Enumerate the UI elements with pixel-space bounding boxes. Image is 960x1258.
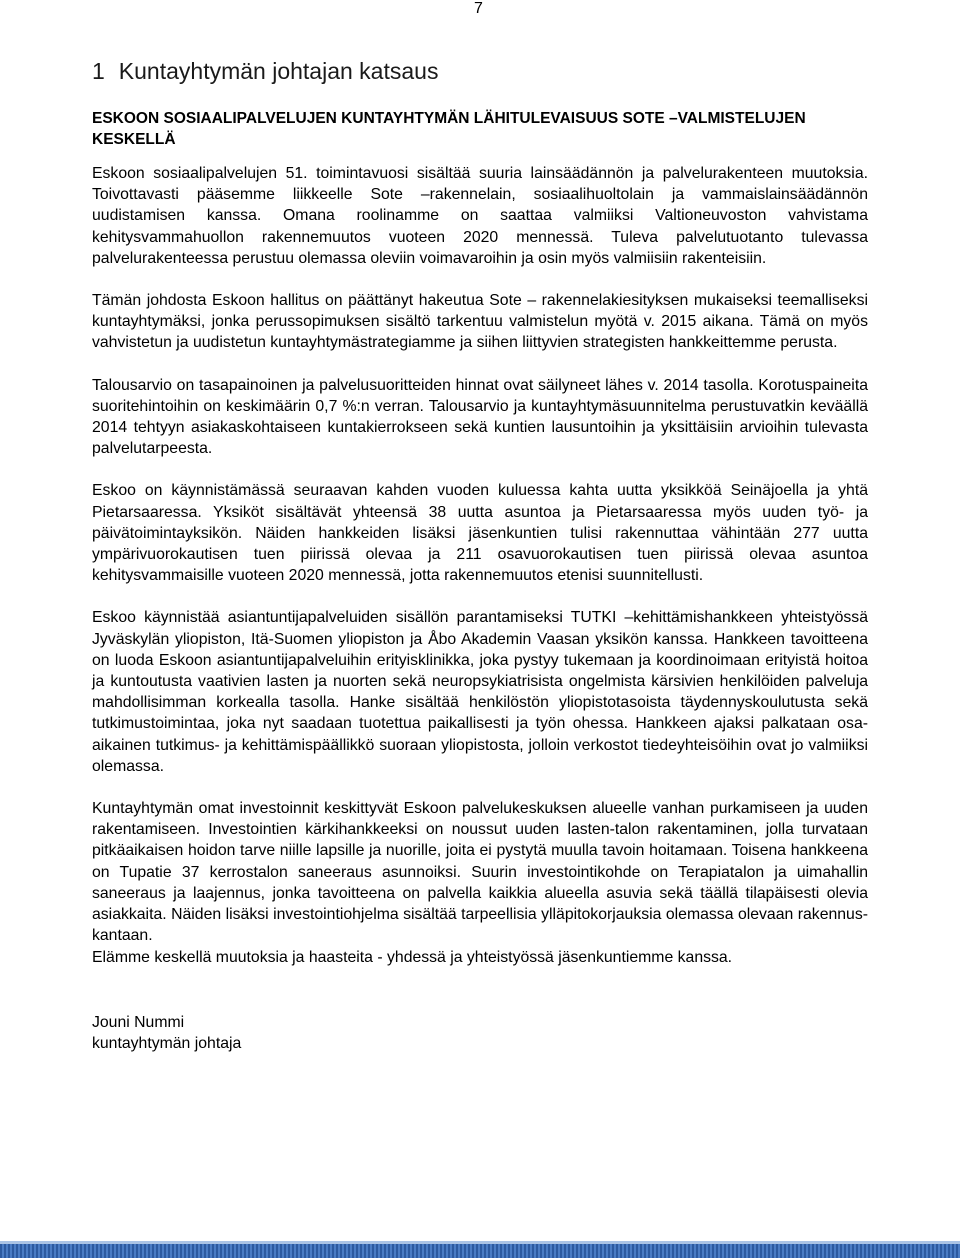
chapter-number: 1 bbox=[92, 58, 105, 84]
section-subheading: ESKOON SOSIAALIPALVELUJEN KUNTAYHTYMÄN LÄHITULEVAISUUS SOTE –VALMISTELUJEN KESKELLÄ bbox=[92, 110, 806, 148]
paragraph-new-units: Eskoo on käynnistämässä seuraavan kahden vuoden kuluessa kahta uutta yksikköä Seinäjoella ja yhtä Pietarsaaressa. Yksiköt sisältävät yhteensä 38 uutta asuntoa ja Pietarsaaressa myös uuden työ- ja päivätoimintayksikön. Näiden hankkeiden lisäksi jäsenkuntien tulisi rakennuttaa vähintään 277 uutta ympärivuorokautisen tuen piirissä olevaa ja 211 osavuorokautisen tuen piirissä olevaa asuntoa kehitysvammaisille vuoteen 2020 mennessä, jotta rakennemuutos etenisi suunnitellusti. bbox=[92, 482, 868, 585]
paragraph-budget: Talousarvio on tasapainoinen ja palvelusuoritteiden hinnat ovat säilyneet lähes v. 2014 tasolla. Korotuspaineita suoritehintoihin on keskimäärin 0,7 %:n verran. Talousarvio ja kuntayhtymäsuunnitelma perustuvatkin keväällä 2014 tehtyyn asiakaskohtaiseen kuntakierrokseen sekä kuntien lausuntoihin ja yksittäisiin arvioihin tulevasta palvelutarpeesta. bbox=[92, 376, 868, 458]
paragraph-tutki-project: Eskoo käynnistää asiantuntijapalveluiden sisällön parantamiseksi TUTKI –kehittämishankkeen yhteistyössä Jyväskylän yliopiston, Itä-Suomen yliopiston ja Åbo Akademin Vaasan yksikön kanssa. Hankkeen tavoitteena on luoda Eskoon asiantuntijapalveluihin erityisklinikka, joka pystyy tukemaan ja koordinoimaan erityistä hoitoa ja kuntoutusta vaativien lasten ja nuorten sekä neuropsykiatrisista ongelmista kärsivien henkilöiden palveluja mahdollisimman korkealla tasolla. Hanke sisältää henkilöstön yliopistotasoista täydennyskoulutusta sekä tutkimustoimintaa, joka nyt saadaan tuotettua paikallisesti ja työn ohessa. Hankkeen ajaksi palkataan osa-aikainen tutkimus- ja kehittämispäällikkö suoraan yliopistosta, jolloin verkostot tiedeyhteisöihin ovat jo valmiiksi olemassa. bbox=[92, 609, 868, 775]
chapter-title-text: Kuntayhtymän johtajan katsaus bbox=[118, 58, 439, 84]
paragraph-investments: Kuntayhtymän omat investoinnit keskittyvät Eskoon palvelukeskuksen alueelle vanhan purkamiseen ja uuden rakentamiseen. Investointien kärkihankkeeksi on noussut uuden lasten-talon rakentaminen, jolla turvataan pitkäaikaisen hoidon tarve niille lapsille ja nuorille, joita ei pystytä muulla tavoin hoitamaan. Toisena hankkeena on Tupatie 37 kerrostalon saneeraus asunnoiksi. Suurin investointikohde on Terapiatalon ja uimahallin saneeraus ja laajennus, jonka tavoitteena on palvella kaikkia alueella asuvia sekä täällä tilapäisesti olevia asiakkaita. Näiden lisäksi investointiohjelma sisältää tarpeellisia ylläpitokorjauksia olemassa olevaan rakennus-kantaan. bbox=[92, 800, 868, 945]
paragraph-intro: Eskoon sosiaalipalvelujen 51. toimintavuosi sisältää suuria lainsäädännön ja palvelurakenteen muutoksia. Toivottavasti pääsemme liikkeelle Sote –rakennelain, sosiaalihuoltolain ja vammaislainsäädännön uudistamisen kanssa. Omana roolinamme on saattaa valmiiksi Valtioneuvoston vahvistama kehitysvammahuollon rakennemuutos vuoteen 2020 mennessä. Tuleva palvelutuotanto tulevassa palvelurakenteessa perustuu olemassa oleviin voimavaroihin ja osin myös valmiisiin rakenteisiin. bbox=[92, 165, 868, 267]
signature-block bbox=[92, 1012, 868, 1054]
signature-name: Jouni Nummi bbox=[92, 1013, 185, 1031]
page-number: 7 bbox=[474, 0, 483, 17]
paragraph-closing: Elämme keskellä muutoksia ja haasteita - yhdessä ja yhteistyössä jäsenkuntiemme kanssa. bbox=[92, 948, 733, 966]
paragraph-sote-decision: Tämän johdosta Eskoon hallitus on päättänyt hakeutua Sote – rakennelakiesityksen mukaiseksi teemalliseksi kuntayhtymäksi, jonka perussopimuksen sisältö tarkentuu valmistelun myötä v. 2015 aikana. Tämä on myös vahvistetun ja uudistetun kuntayhtymästrategiamme ja siihen liittyvien strategisten hankkeittemme perusta. bbox=[92, 292, 868, 352]
document-body bbox=[92, 56, 868, 1054]
footer-bar bbox=[0, 1241, 960, 1258]
signature-role: kuntayhtymän johtaja bbox=[92, 1034, 242, 1052]
chapter-title bbox=[92, 56, 868, 86]
